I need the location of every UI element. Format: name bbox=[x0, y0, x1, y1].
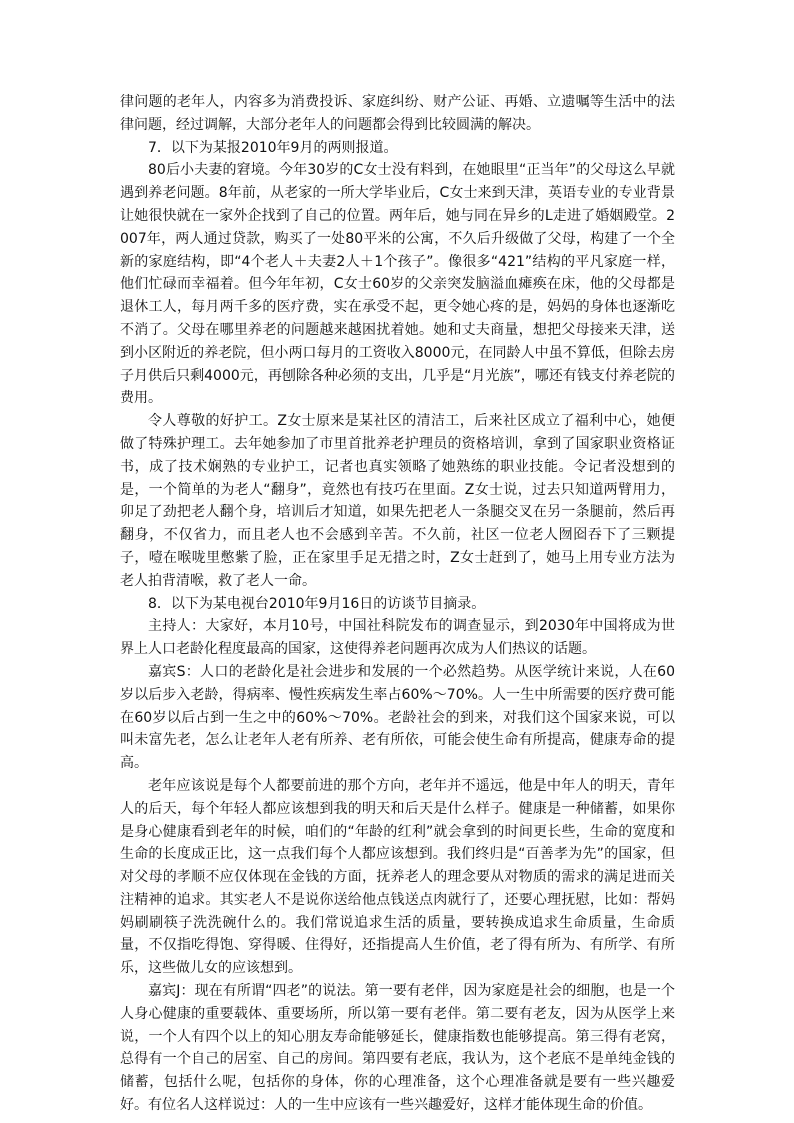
paragraph-host: 主持人：大家好，本月10号，中国社科院发布的调查显示，到2030年中国将成为世界上人口老龄化程度最高的国家，这使得养老问题再次成为人们热议的话题。 bbox=[120, 618, 675, 658]
paragraph-item-7-heading: 7．以下为某报2010年9月的两则报道。 bbox=[148, 139, 398, 156]
paragraph-continuation: 律问题的老年人，内容多为消费投诉、家庭纠纷、财产公证、再婚、立遗嘱等生活中的法律问题，经过调解，大部分老年人的问题都会得到比较圆满的解决。 bbox=[120, 94, 675, 133]
paragraph-item-8-heading: 8．以下为某电视台2010年9月16日的访谈节目摘录。 bbox=[148, 595, 486, 612]
paragraph-guest-s-second: 老年应该说是每个人都要前进的那个方向，老年并不遥远，他是中年人的明天，青年人的后天，每个年轻人都应该想到我的明天和后天是什么样子。健康是一种储蓄，如果你是身心健康看到老年的时候，咱们的“年龄的红利”就会拿到的时间更长些，生命的宽度和生命的长度成正比，这一点我们每个人都应该想到。我们终归是“百善孝为先”的国家，但对父母的孝顺不应仅体现在金钱的方面，抚养老人的理念要从对物质的需求的满足进而关注精神的追求。其实老人不是说你送给他点钱送点肉就行了，还要心理抚慰，比如：帮妈妈刷刷筷子洗洗碗什么的。我们常说追求生活的质量，要转换成追求生命质量，生命质量，不仅指吃得饱、穿得暖、住得好，还指提高人生价值，老了得有所为、有所学、有所乐，这些做儿女的应该想到。 bbox=[120, 777, 675, 977]
paragraph-report-couple: 80后小夫妻的窘境。今年30岁的C女士没有料到，在她眼里“正当年”的父母这么早就遇到养老问题。8年前，从老家的一所大学毕业后，C女士来到天津，英语专业的专业背景让她很快就在一家外企找到了自己的位置。两年后，她与同在异乡的L走进了婚姻殿堂。2007年，两人通过贷款，购买了一处80平米的公寓，不久后升级做了父母，构建了一个全新的家庭结构，即“4个老人＋夫妻2人＋1个孩子”。像很多“421”结构的平凡家庭一样，他们忙碌而幸福着。但今年年初，C女士60岁的父亲突发脑溢血瘫痪在床，他的父母都是退休工人，每月两千多的医疗费，实在承受不起，更令她心疼的是，妈妈的身体也逐渐吃不消了。父母在哪里养老的问题越来越困扰着她。她和丈夫商量，想把父母接来天津，送到小区附近的养老院，但小两口每月的工资收入8000元，在同龄人中虽不算低，但除去房子月供后只剩4000元，再刨除各种必须的支出，几乎是“月光族”，哪还有钱支付养老院的费用。 bbox=[120, 162, 675, 407]
paragraph-report-caregiver: 令人尊敬的好护工。Z女士原来是某社区的清洁工，后来社区成立了福利中心，她便做了特殊护理工。去年她参加了市里首批养老护理员的资格培训，拿到了国家职业资格证书，成了技术娴熟的专业护工，记者也真实领略了她熟练的职业技能。令记者没想到的是，一个简单的为老人“翻身”，竟然也有技巧在里面。Z女士说，过去只知道两臂用力，卯足了劲把老人翻个身，培训后才知道，如果先把老人一条腿交叉在另一条腿前，然后再翻身，不仅省力，而且老人也不会感到辛苦。不久前，社区一位老人囫囵吞下了三颗提子，噎在喉咙里憋紫了脸，正在家里手足无措之时，Z女士赶到了，她马上用专业方法为老人拍背清喉，救了老人一命。 bbox=[120, 413, 675, 589]
document-page bbox=[120, 91, 675, 1117]
paragraph-guest-s-first: 嘉宾S：人口的老龄化是社会进步和发展的一个必然趋势。从医学统计来说，人在60岁以后步入老龄，得病率、慢性疾病发生率占60%～70%。人一生中所需要的医疗费可能在60岁以后占到一生之中的60%～70%。老龄社会的到来，对我们这个国家来说，可以叫未富先老，怎么让老年人老有所养、老有所依，可能会使生命有所提高，健康寿命的提高。 bbox=[120, 663, 675, 772]
paragraph-guest-j: 嘉宾J：现在有所谓“四老”的说法。第一要有老伴，因为家庭是社会的细胞，也是一个人身心健康的重要载体、重要场所，所以第一要有老伴。第二要有老友，因为从医学上来说，一个人有四个以上的知心朋友寿命能够延长，健康指数也能够提高。第三得有老窝，总得有一个自己的居室、自己的房间。第四要有老底，我认为，这个老底不是单纯金钱的储蓄，包括什么呢，包括你的身体，你的心理准备，这个心理准备就是要有一些兴趣爱好。有位名人这样说过：人的一生中应该有一些兴趣爱好，这样才能体现生命的价值。 bbox=[120, 983, 675, 1114]
